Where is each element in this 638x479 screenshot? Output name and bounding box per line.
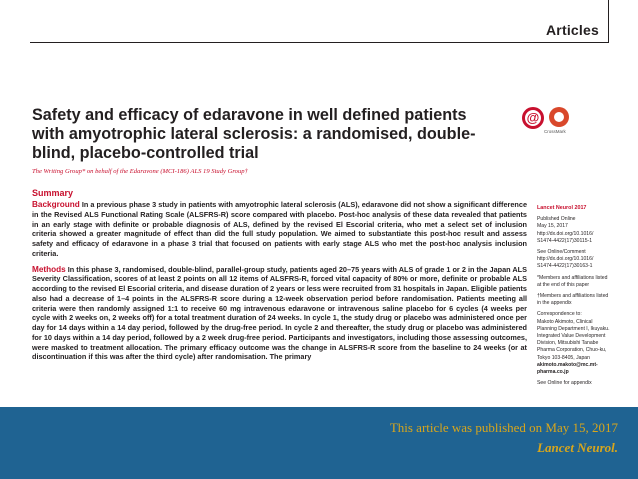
correspondence-line-1: Correspondence to:	[537, 311, 582, 318]
background-label: Background	[32, 200, 80, 209]
footnote-appendix-line-2: in the appendix	[537, 300, 572, 307]
banner-journal-name: Lancet Neurol.	[537, 440, 618, 455]
comment-line: See Online/Comment	[537, 249, 586, 256]
header-rule	[30, 42, 608, 43]
section-header: Articles	[546, 22, 599, 38]
background-text: In a previous phase 3 study in patients with amyotrophic lateral sclerosis (ALS), edaravone did not show a significant difference in the Revised ALS Functional Rating Scale (ALSFRS-R) score compared with placebo. Post-hoc analysis of these data revealed that patients in an early stage with definite or probable diagnosis of ALS, defined by the revised El Escorial criteria, who met a select set of inclusion criteria showed a greater magnitude of effect than did the full study population. We aimed to substantiate this post-hoc result and assess safety and efficacy of edaravone in a phase 3 trial that focused on patients with early stage ALS who met the post-hoc analysis inclusion criteria.	[32, 200, 528, 258]
methods-label: Methods	[32, 264, 66, 274]
header-divider-vertical	[608, 0, 609, 43]
correspondence-line-2: Makoto Akimoto, Clinical	[537, 318, 593, 325]
correspondence-line-6: Pharma Corporation, Chuo-ku,	[537, 347, 607, 354]
footnote-appendix	[537, 293, 625, 307]
author-byline: The Writing Group* on behalf of the Edaravone (MCI-186) ALS 19 Study Group†	[32, 168, 248, 175]
footnote-members-line-2: at the end of this paper	[537, 281, 590, 288]
correspondence-line-5: Division, Mitsubishi Tanabe	[537, 340, 599, 347]
published-date: May 15, 2017	[537, 223, 568, 230]
article-sidebar	[537, 205, 625, 391]
correspondence-line-4: Integrated Value Development	[537, 333, 606, 340]
correspondence-email-line-2[interactable]: pharma.co.jp	[537, 369, 569, 376]
comment-block	[537, 249, 625, 271]
correspondence-line-3: Planning Department I, Ikuyaku.	[537, 325, 610, 332]
footnote-members-line-1: *Members and affiliations listed	[537, 274, 608, 281]
methods-text: In this phase 3, randomised, double-blind, parallel-group study, patients aged 20–75 years with ALS of grade 1 or 2 in the Japan ALS Severity Classification, scores of at least 2 points on all 12 items of ALSFRS-R, forced vital capacity of 80% or more, definite or probable ALS according to the revised El Escorial criteria, and disease duration of 2 years or less were recruited from 31 hospitals in Japan. Eligible patients also had a decrease of 1–4 points in the ALSFRS-R score during a 12-week observation period before randomisation. Patients meeting all criteria were then randomly assigned 1:1 to receive 60 mg intravenous edaravone or intravenous saline placebo for 6 cycles (4 weeks per cycle with 2 weeks on, 2 weeks off) for a total treatment duration of 24 weeks. In cycle 1, the study drug or placebo was administered once per day for 14 days within a 14 day period, followed by the drug-free period. In cycle 2 and thereafter, the study drug or placebo was administered for 10 days within a 14 day period, followed by a 2 week drug-free period. Participants and investigators, including those assessing outcomes, were masked to treatment allocation. The primary efficacy outcome was the change in ALSFRS-R score from the baseline to 24 weeks (or at discontinuation if this was after the third cycle) after randomisation. The primary	[32, 264, 528, 362]
publication-banner-text	[390, 418, 618, 458]
published-doi-line-2[interactable]: S1474-4422(17)30115-1	[537, 237, 593, 244]
methods-paragraph	[32, 265, 527, 363]
article-badges	[522, 107, 572, 137]
comment-doi-line-1[interactable]: http://dx.doi.org/10.1016/	[537, 256, 594, 263]
appendix-link[interactable]: See Online for appendix	[537, 380, 592, 387]
comment-doi-line-2[interactable]: S1474-4422(17)30163-1	[537, 263, 593, 270]
published-line: Published Online	[537, 216, 576, 223]
correspondence-line-7: Tokyo 103-8405, Japan	[537, 354, 590, 361]
background-paragraph	[32, 200, 527, 259]
abstract-body	[32, 200, 527, 368]
article-title: Safety and efficacy of edaravone in well defined patients with amyotrophic lateral sclerosis: a randomised, double-blind, placebo-controlled trial	[32, 106, 476, 162]
published-doi-line-1[interactable]: http://dx.doi.org/10.1016/	[537, 230, 594, 237]
correspondence-email-line-1[interactable]: akimoto.makoto@mc.mt-	[537, 361, 598, 368]
open-access-icon[interactable]: @	[522, 107, 544, 129]
journal-citation: Lancet Neurol 2017	[537, 205, 587, 211]
published-online-block	[537, 216, 625, 245]
crossmark-label: CrossMark	[544, 129, 566, 134]
footnote-members	[537, 275, 625, 289]
crossmark-icon-center	[554, 112, 564, 122]
correspondence-block	[537, 311, 625, 376]
footnote-appendix-line-1: †Members and affiliations listed	[537, 293, 609, 300]
crossmark-icon[interactable]	[549, 107, 569, 127]
summary-heading: Summary	[32, 188, 74, 198]
banner-published-line: This article was published on May 15, 2017	[389, 420, 618, 435]
